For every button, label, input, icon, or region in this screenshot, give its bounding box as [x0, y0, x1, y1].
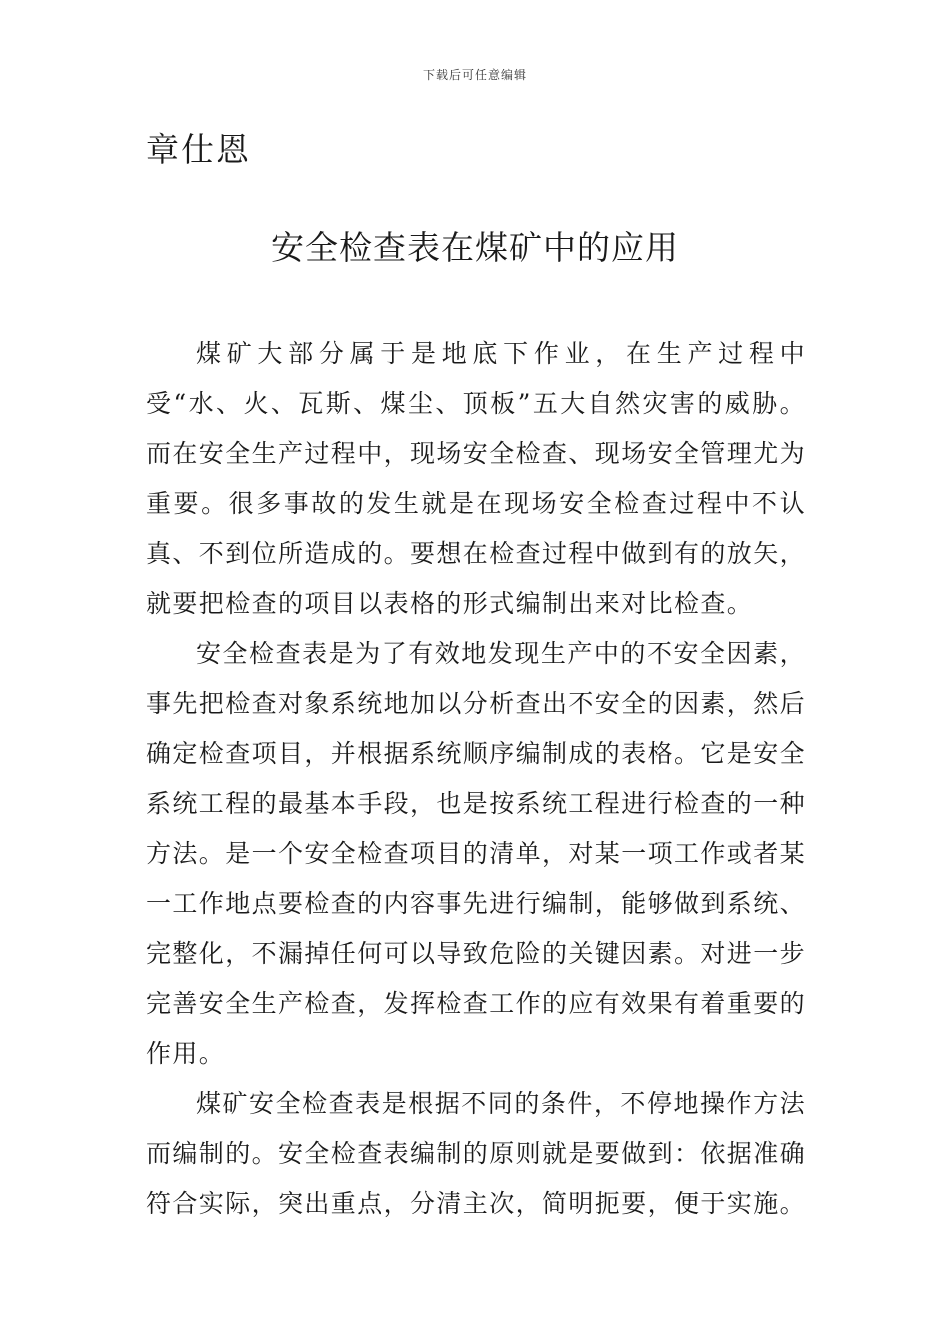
paragraph-3: 煤矿安全检查表是根据不同的条件，不停地操作方法而编制的。安全检查表编制的原则就是要做到：依据准确符合实际，突出重点，分清主次，简明扼要，便于实施。 [146, 1089, 807, 1218]
paragraph-1: 煤矿大部分属于是地底下作业，在生产过程中受“水、火、瓦斯、煤尘、顶板”五大自然灾害的威胁。而在安全生产过程中，现场安全检查、现场安全管理尤为重要。很多事故的发生就是在现场安全检查过程中不认真、不到位所造成的。要想在检查过程中做到有的放矢，就要把检查的项目以表格的形式编制出来对比检查。 [146, 339, 807, 618]
author-name: 章仕恩 [146, 130, 251, 169]
document-title: 安全检查表在煤矿中的应用 [271, 228, 679, 267]
body-text [146, 329, 806, 1229]
paragraph-2: 安全检查表是为了有效地发现生产中的不安全因素，事先把检查对象系统地加以分析查出不安全的因素，然后确定检查项目，并根据系统顺序编制成的表格。它是安全系统工程的最基本手段，也是按系统工程进行检查的一种方法。是一个安全检查项目的清单，对某一项工作或者某一工作地点要检查的内容事先进行编制，能够做到系统、完整化，不漏掉任何可以导致危险的关键因素。对进一步完善安全生产检查，发挥检查工作的应有效果有着重要的作用。 [146, 639, 807, 1068]
header-note: 下载后可任意编辑 [422, 68, 527, 82]
